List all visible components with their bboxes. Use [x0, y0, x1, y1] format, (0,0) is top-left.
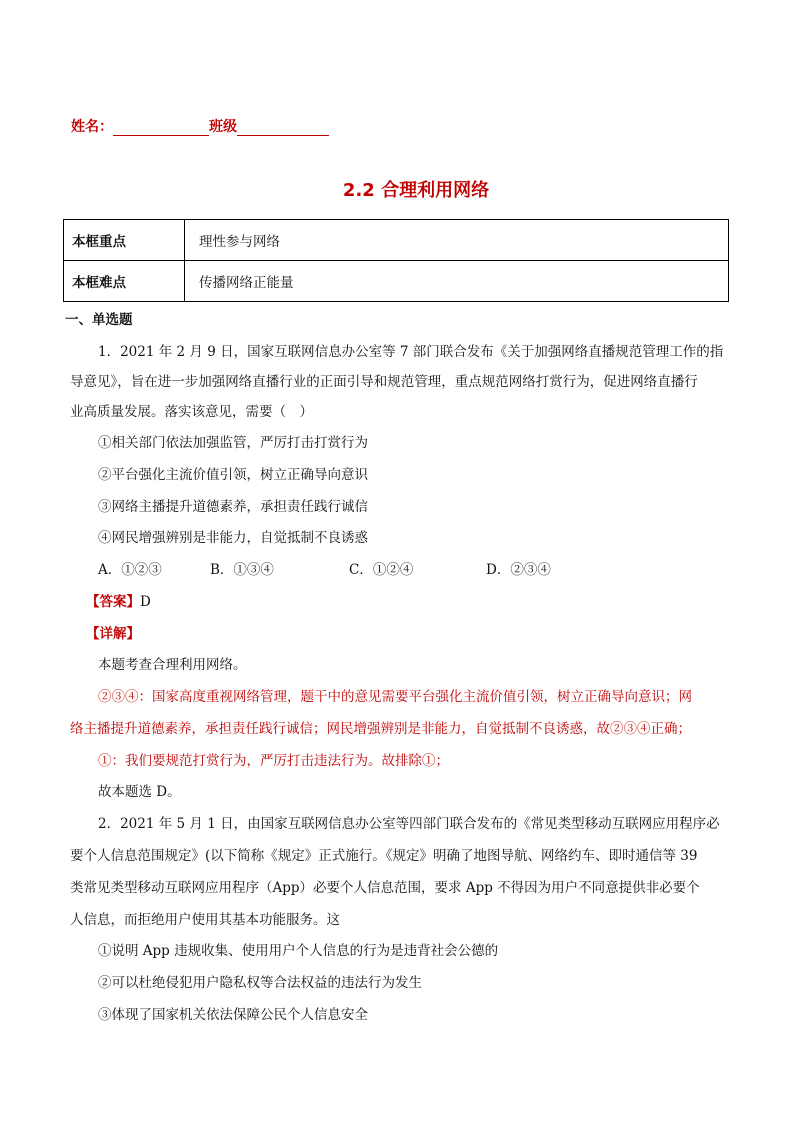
class-blank	[237, 121, 329, 136]
q1-statement: ④网民增强辨别是非能力，自觉抵制不良诱惑	[98, 530, 368, 546]
difficulty-value: 传播网络正能量	[185, 261, 729, 302]
answer-value: D	[140, 594, 151, 610]
name-class-line	[71, 116, 329, 136]
q1-option-a: A．①②③	[98, 562, 162, 578]
detail-red-line: ②③④：国家高度重视网络管理，题干中的意见需要平台强化主流价值引领，树立正确导向意识；网	[98, 689, 692, 705]
q1-stem-line: 导意见》，旨在进一步加强网络直播行业的正面引导和规范管理，重点规范网络打赏行为，促进网络直播行	[70, 374, 698, 390]
detail-intro: 本题考查合理利用网络。	[98, 657, 247, 673]
q1-stem-line: 业高质量发展。落实该意见，需要（ ）	[70, 404, 313, 420]
detail-conclusion: 故本题选 D。	[98, 784, 181, 800]
q2-statement: ①说明 App 违规收集、使用用户个人信息的行为是违背社会公德的	[98, 943, 499, 959]
section-heading: 一、单选题	[65, 312, 133, 328]
q1-option-d: D．②③④	[486, 562, 551, 578]
q2-stem-line: 人信息，而拒绝用户使用其基本功能服务。这	[70, 912, 340, 928]
q1-statement: ③网络主播提升道德素养，承担责任践行诚信	[98, 499, 368, 515]
focus-key: 本框重点	[64, 220, 185, 261]
q1-stem-line: 1．2021 年 2 月 9 日，国家互联网信息办公室等 7 部门联合发布《关于加强网络直播规范管理工作的指	[98, 344, 724, 360]
class-label: 班级	[209, 119, 237, 135]
focus-value: 理性参与网络	[185, 220, 729, 261]
q1-option-c: C．①②④	[349, 562, 414, 578]
table-row	[64, 220, 729, 261]
q1-statement: ①相关部门依法加强监管，严厉打击打赏行为	[98, 435, 368, 451]
answer-label: 【答案】	[86, 594, 140, 610]
q1-option-b: B．①③④	[210, 562, 274, 578]
name-blank	[113, 121, 209, 136]
detail-red-line: 络主播提升道德素养，承担责任践行诚信；网民增强辨别是非能力，自觉抵制不良诱惑，故②③④正确；	[70, 721, 691, 737]
q2-statement: ②可以杜绝侵犯用户隐私权等合法权益的违法行为发生	[98, 975, 422, 991]
detail-red-line: ①：我们要规范打赏行为，严厉打击违法行为。故排除①；	[98, 753, 449, 769]
q2-stem-line: 类常见类型移动互联网应用程序（App）必要个人信息范围，要求 App 不得因为用户不同意提供非必要个	[70, 880, 700, 896]
q1-answer	[86, 592, 151, 612]
q1-statement: ②平台强化主流价值引领，树立正确导向意识	[98, 467, 368, 483]
table-row	[64, 261, 729, 302]
focus-table	[63, 219, 729, 302]
q2-stem-line: 要个人信息范围规定》(以下简称《规定》正式施行。《规定》明确了地图导航、网络约车、即时通信等 39	[70, 848, 698, 864]
name-label: 姓名：	[71, 119, 113, 135]
q2-stem-line: 2．2021 年 5 月 1 日，由国家互联网信息办公室等四部门联合发布的《常见类型移动互联网应用程序必	[98, 816, 720, 832]
page-title: 2.2 合理利用网络	[342, 180, 490, 201]
q2-statement: ③体现了国家机关依法保障公民个人信息安全	[98, 1007, 368, 1023]
detail-label: 【详解】	[86, 626, 140, 642]
difficulty-key: 本框难点	[64, 261, 185, 302]
